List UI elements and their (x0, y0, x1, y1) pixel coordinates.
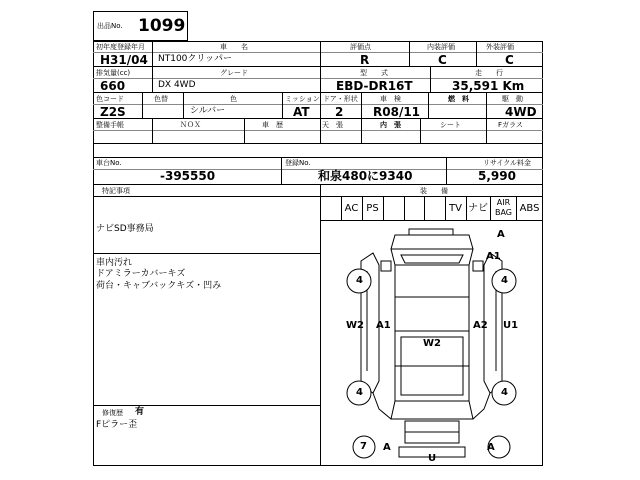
recycle-label: リサイクル料金 (483, 159, 532, 167)
vline (430, 67, 431, 92)
hline (93, 184, 543, 185)
notes-header: 特記事項 (102, 187, 130, 195)
interior-label: 内装評価 (427, 43, 455, 51)
mission-label: ミッション (285, 95, 320, 103)
grade-value: DX 4WD (158, 80, 196, 90)
vline (361, 118, 362, 143)
registration-value: 和泉480に9340 (318, 169, 413, 183)
exterior-label: 外装評価 (486, 43, 514, 51)
chassis-value: -395550 (160, 169, 216, 183)
sunroof-label: 天 張 (322, 121, 343, 129)
model-type-value: EBD-DR16T (336, 79, 413, 93)
score-value: R (360, 53, 370, 67)
car-name-label: 車 名 (220, 43, 248, 51)
damage-mark: A1 (486, 251, 501, 262)
damage-mark: W2 (346, 320, 364, 331)
inspection-label: 車 検 (380, 95, 401, 103)
repair-note: Fピラー歪 (96, 420, 138, 430)
notes-line-2: 車内汚れ (96, 258, 133, 268)
vline (446, 157, 447, 184)
interior-value: C (438, 53, 447, 67)
color-code-label: 色コード (96, 95, 124, 103)
vline (244, 118, 245, 143)
manual-label: 整備手帳 (96, 121, 124, 129)
registration-label: 登録No. (285, 159, 311, 167)
notes-line-1: ナビSD事務局 (96, 224, 154, 234)
vline (282, 92, 283, 118)
notes-line-4: 荷台・キャブバックキズ・凹み (96, 281, 222, 291)
hline (93, 157, 543, 158)
vline (183, 92, 184, 118)
fuel-label: 燃 料 (448, 95, 469, 103)
damage-mark: U1 (503, 320, 519, 331)
hline (93, 405, 320, 406)
inside-label: 内 張 (380, 121, 401, 129)
vline (409, 41, 410, 67)
mileage-value: 35,591 Km (452, 79, 525, 93)
damage-mark: A (497, 229, 505, 240)
exterior-value: C (505, 53, 514, 67)
damage-mark: 4 (501, 387, 508, 398)
doors-label: ドア・形状 (323, 95, 358, 103)
hline-sub (93, 130, 543, 131)
chassis-label: 車台No. (96, 159, 122, 167)
vline (320, 41, 321, 143)
drive-value: 4WD (505, 105, 537, 119)
hline-sub (93, 104, 543, 105)
color-label: 色 (230, 95, 237, 103)
sheet-label: シート (440, 121, 461, 129)
vline (281, 157, 282, 184)
notes-line-3: ドアミラーカバーキズ (96, 269, 186, 279)
damage-mark: A (487, 442, 495, 453)
mileage-label: 走 行 (475, 69, 503, 77)
hline (93, 196, 543, 197)
vline (152, 118, 153, 143)
equipment-cell: AIR BAG (494, 198, 513, 217)
damage-mark: A (383, 442, 391, 453)
vline (476, 41, 477, 67)
damage-mark: 4 (356, 387, 363, 398)
history-label: 車 歴 (262, 121, 283, 129)
color-code-value: Z2S (100, 105, 126, 119)
first-registration-value: H31/04 (100, 53, 148, 67)
fglass-label: Fガラス (498, 121, 523, 129)
lot-label: 出品No. (97, 22, 123, 30)
lot-number-box (93, 11, 188, 41)
vline (152, 41, 153, 92)
model-type-label: 型 式 (360, 69, 388, 77)
damage-mark: A2 (473, 320, 488, 331)
vline (428, 92, 429, 118)
equipment-cell: ABS (519, 203, 540, 214)
hline (93, 118, 543, 119)
damage-mark: 4 (356, 275, 363, 286)
score-label: 評価点 (350, 43, 371, 51)
damage-mark: U (428, 453, 437, 464)
vline (361, 92, 362, 118)
damage-mark: 4 (501, 275, 508, 286)
equipment-header: 装 備 (420, 187, 448, 195)
displacement-value: 660 (100, 79, 126, 93)
vline (486, 118, 487, 143)
hline (93, 143, 543, 144)
damage-mark: 7 (360, 441, 367, 452)
damage-mark: A1 (376, 320, 391, 331)
vline (486, 92, 487, 118)
mission-value: AT (293, 105, 310, 119)
repair-history-value: 有 (135, 407, 145, 417)
vline (424, 196, 425, 220)
hline (93, 253, 320, 254)
first-registration-label: 初年度登録年月 (96, 43, 145, 51)
grade-label: グレード (220, 69, 248, 77)
inspection-value: R08/11 (373, 105, 421, 119)
nox-label: ＮＯＸ (180, 121, 201, 129)
doors-value: 2 (335, 105, 344, 119)
car-name-value: NT100クリッパー (158, 54, 233, 64)
displacement-label: 排気量(cc) (96, 69, 131, 77)
equipment-cell: AC (344, 203, 359, 214)
damage-mark: W2 (423, 338, 441, 349)
color-value: シルバー (190, 106, 226, 116)
color-change-label: 色替 (154, 95, 168, 103)
vline (383, 196, 384, 220)
recycle-value: 5,990 (478, 169, 516, 183)
equipment-cell: ナビ (468, 203, 488, 214)
lot-number: 1099 (138, 16, 186, 36)
repair-history-label: 修復歴 (102, 409, 123, 417)
equipment-cell: TV (449, 203, 462, 214)
vline (142, 92, 143, 118)
drive-label: 駆 動 (502, 95, 523, 103)
vline (420, 118, 421, 143)
vline (404, 196, 405, 220)
equipment-cell: PS (366, 203, 379, 214)
